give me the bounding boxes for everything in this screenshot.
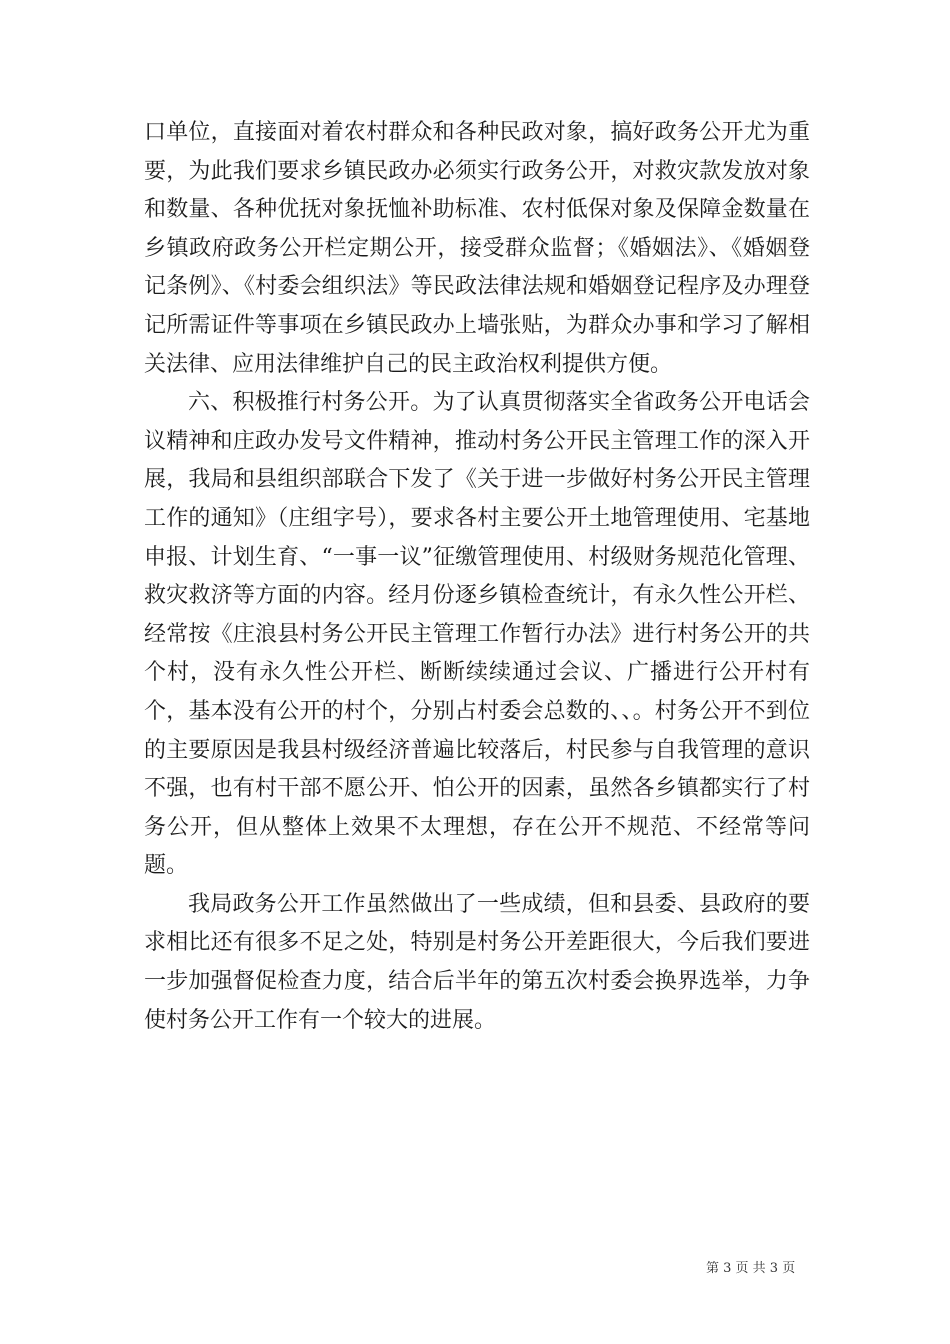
document-body <box>144 114 810 1040</box>
paragraph-section-six: 六、积极推行村务公开。为了认真贯彻落实全省政务公开电话会议精神和庄政办发号文件精神，推动村务公开民主管理工作的深入开展，我局和县组织部联合下发了《关于进一步做好村务公开民主管理工作的通知》（庄组字号），要求各村主要公开土地管理使用、宅基地申报、计划生育、“一事一议”征缴管理使用、村级财务规范化管理、救灾救济等方面的内容。经月份逐乡镇检查统计，有永久性公开栏、经常按《庄浪县村务公开民主管理工作暂行办法》进行村务公开的共个村，没有永久性公开栏、断断续续通过会议、广播进行公开村有个，基本没有公开的村个，分别占村委会总数的、、。村务公开不到位的主要原因是我县村级经济普遍比较落后，村民参与自我管理的意识不强，也有村干部不愿公开、怕公开的因素，虽然各乡镇都实行了村务公开，但从整体上效果不太理想，存在公开不规范、不经常等问题。 <box>144 390 810 879</box>
page-number-footer: 第 3 页 共 3 页 <box>706 1261 796 1276</box>
paragraph-continuation: 口单位，直接面对着农村群众和各种民政对象，搞好政务公开尤为重要，为此我们要求乡镇民政办必须实行政务公开，对救灾款发放对象和数量、各种优抚对象抚恤补助标准、农村低保对象及保障金数量在乡镇政府政务公开栏定期公开，接受群众监督；《婚姻法》、《婚姻登记条例》、《村委会组织法》等民政法律法规和婚姻登记程序及办理登记所需证件等事项在乡镇民政办上墙张贴，为群众办事和学习了解相关法律、应用法律维护自己的民主政治权利提供方便。 <box>144 120 810 377</box>
paragraph-conclusion: 我局政务公开工作虽然做出了一些成绩，但和县委、县政府的要求相比还有很多不足之处，特别是村务公开差距很大，今后我们要进一步加强督促检查力度，结合后半年的第五次村委会换界选举，力争使村务公开工作有一个较大的进展。 <box>144 891 810 1033</box>
